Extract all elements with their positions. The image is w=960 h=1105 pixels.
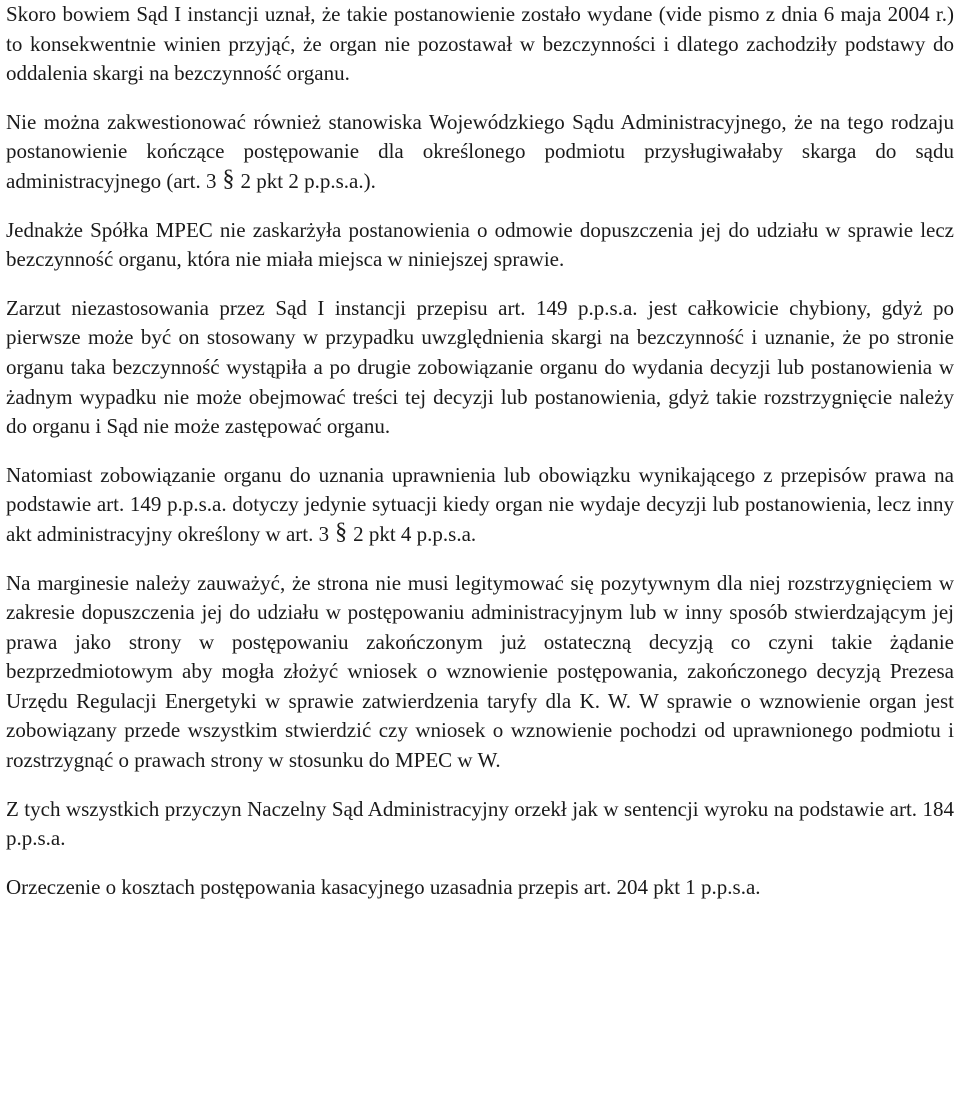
paragraph	[6, 795, 954, 854]
paragraph-text: Zarzut niezastosowania przez Sąd I instancji przepisu art. 149 p.p.s.a. jest całkowicie chybiony, gdyż po pierwsze może być on stosowany w przypadku uwzględnienia skargi na bezczynność i uznanie, że po stronie organu taka bezczynność wystąpiła a po drugie zobowiązanie organu do wydania decyzji lub postanowienia w żadnym wypadku nie może obejmować treści tej decyzji lub postanowienia, gdyż takie rozstrzygnięcie należy do organu i Sąd nie może zastępować organu.	[6, 295, 954, 439]
paragraph-text: Skoro bowiem Sąd I instancji uznał, że takie postanowienie zostało wydane (vide pismo z dnia 6 maja 2004 r.) to konsekwentnie winien przyjąć, że organ nie pozostawał w bezczynności i dlatego zachodziły podstawy do oddalenia skargi na bezczynność organu.	[6, 2, 954, 86]
paragraph-text-continued: 2 pkt 2 p.p.s.a.).	[240, 168, 376, 193]
paragraph	[6, 108, 954, 197]
document-page	[6, 0, 954, 921]
paragraph-text: Natomiast zobowiązanie organu do uznania uprawnienia lub obowiązku wynikającego z przepisów prawa na podstawie art. 149 p.p.s.a. dotyczy jedynie sytuacji kiedy organ nie wydaje decyzji lub postanowienia, lecz inny akt administracyjny określony w art. 3	[6, 462, 954, 546]
paragraph-text-continued: 2 pkt 4 p.p.s.a.	[353, 521, 477, 546]
paragraph-text: Na marginesie należy zauważyć, że strona nie musi legitymować się pozytywnym dla niej rozstrzygnięciem w zakresie dopuszczenia jej do udziału w postępowaniu administracyjnym lub w inny sposób stwierdzającym jej prawa jako strony w postępowaniu zakończonym już ostateczną decyzją co czyni takie żądanie bezprzedmiotowym aby mogła złożyć wniosek o wznowienie postępowania, zakończonego decyzją Prezesa Urzędu Regulacji Energetyki w sprawie zatwierdzenia taryfy dla K. W. W sprawie o wznowienie organ jest zobowiązany przede wszystkim stwierdzić czy wniosek o wznowienie pochodzi od uprawnionego podmiotu i rozstrzygnąć o prawach strony w stosunku do MPEC w W.	[6, 570, 954, 773]
section-sign: §	[335, 518, 348, 545]
paragraph	[6, 0, 954, 89]
paragraph	[6, 873, 954, 903]
paragraph	[6, 216, 954, 275]
paragraph-text: Jednakże Spółka MPEC nie zaskarżyła postanowienia o odmowie dopuszczenia jej do udziału w sprawie lecz bezczynność organu, która nie miała miejsca w niniejszej sprawie.	[6, 217, 954, 272]
paragraph	[6, 461, 954, 550]
paragraph-text: Nie można zakwestionować również stanowiska Wojewódzkiego Sądu Administracyjnego, że na tego rodzaju postanowienie kończące postępowanie dla określonego podmiotu przysługiwałaby skarga do sądu administracyjnego (art. 3	[6, 109, 954, 193]
paragraph	[6, 569, 954, 776]
paragraph	[6, 294, 954, 442]
paragraph-text: Z tych wszystkich przyczyn Naczelny Sąd Administracyjny orzekł jak w sentencji wyroku na podstawie art. 184 p.p.s.a.	[6, 796, 954, 851]
paragraph-text: Orzeczenie o kosztach postępowania kasacyjnego uzasadnia przepis art. 204 pkt 1 p.p.s.a.	[6, 874, 761, 899]
section-sign: §	[222, 165, 235, 192]
